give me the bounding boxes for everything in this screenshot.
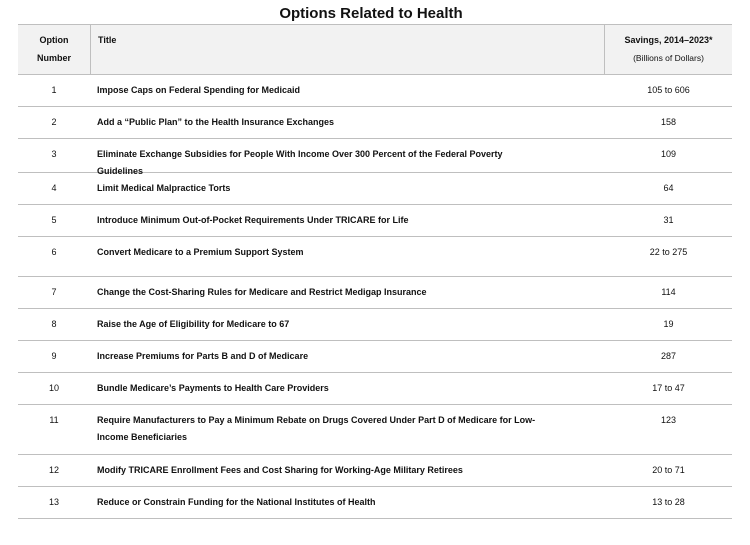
option-title-line: Income Beneficiaries — [97, 432, 188, 442]
option-number: 5 — [51, 215, 57, 225]
option-title — [90, 107, 605, 138]
header-savings — [605, 25, 732, 74]
page-title: Options Related to Health — [279, 5, 463, 22]
table-row — [18, 455, 732, 487]
option-title — [90, 173, 605, 204]
header-title-label: Title — [98, 35, 117, 45]
table-row — [18, 75, 732, 107]
option-savings: 19 — [663, 319, 674, 329]
option-number: 6 — [51, 247, 57, 257]
table-row — [18, 309, 732, 341]
option-title-line: Impose Caps on Federal Spending for Medicaid — [97, 85, 301, 95]
option-title — [90, 237, 605, 276]
option-number: 13 — [48, 497, 59, 507]
option-number: 8 — [51, 319, 57, 329]
option-number: 1 — [51, 85, 57, 95]
table-row — [18, 277, 732, 309]
option-title — [90, 373, 605, 404]
option-savings: 64 — [663, 183, 674, 193]
option-title-line: Introduce Minimum Out-of-Pocket Requirements Under TRICARE for Life — [97, 215, 409, 225]
header-option-label: Option — [39, 35, 69, 45]
option-title — [90, 455, 605, 486]
option-title-line: Increase Premiums for Parts B and D of Medicare — [97, 351, 309, 361]
option-number: 4 — [51, 183, 57, 193]
header-number-label: Number — [36, 53, 71, 63]
option-title-line: Bundle Medicare’s Payments to Health Care Providers — [97, 383, 329, 393]
option-savings: 13 to 28 — [652, 497, 685, 507]
options-table — [18, 24, 732, 519]
option-savings: 287 — [660, 351, 677, 361]
option-savings: 20 to 71 — [652, 465, 685, 475]
option-savings: 31 — [663, 215, 674, 225]
option-savings: 114 — [661, 287, 676, 297]
header-option-number — [18, 25, 90, 74]
option-title — [90, 277, 605, 308]
option-number: 2 — [51, 117, 57, 127]
header-savings-label: Savings, 2014–2023* — [624, 35, 713, 45]
table-row — [18, 139, 732, 176]
table-body — [18, 75, 732, 519]
table-row — [18, 373, 732, 405]
option-title — [90, 405, 605, 454]
table-row — [18, 205, 732, 237]
option-savings: 123 — [660, 415, 677, 425]
option-title — [90, 341, 605, 372]
header-savings-unit: (Billions of Dollars) — [633, 53, 704, 63]
option-number: 3 — [51, 149, 57, 159]
option-savings: 158 — [660, 117, 677, 127]
option-title-line: Change the Cost-Sharing Rules for Medicare and Restrict Medigap Insurance — [97, 287, 427, 297]
option-title-line: Reduce or Constrain Funding for the National Institutes of Health — [97, 497, 376, 507]
option-title-line: Limit Medical Malpractice Torts — [97, 183, 231, 193]
option-title-line: Require Manufacturers to Pay a Minimum Rebate on Drugs Covered Under Part D of Medicare for Low- — [97, 415, 536, 425]
option-title-line: Guidelines — [97, 166, 144, 176]
option-title — [90, 205, 605, 236]
option-number: 12 — [48, 465, 59, 475]
table-row — [18, 107, 732, 139]
option-number: 9 — [51, 351, 57, 361]
table-row — [18, 237, 732, 277]
table-row — [18, 173, 732, 205]
option-title-line: Raise the Age of Eligibility for Medicare to 67 — [97, 319, 290, 329]
table-row — [18, 405, 732, 455]
header-title — [90, 25, 605, 74]
option-title — [90, 487, 605, 518]
option-title — [90, 75, 605, 106]
option-title-line: Convert Medicare to a Premium Support System — [97, 247, 304, 257]
option-savings: 105 to 606 — [647, 85, 690, 95]
option-title-line: Add a “Public Plan” to the Health Insurance Exchanges — [97, 117, 335, 127]
option-title-line: Modify TRICARE Enrollment Fees and Cost Sharing for Working-Age Military Retirees — [97, 465, 463, 475]
option-savings: 109 — [660, 149, 677, 159]
option-title-line: Eliminate Exchange Subsidies for People With Income Over 300 Percent of the Federal Poverty — [97, 149, 503, 159]
option-title — [90, 139, 605, 176]
option-number: 7 — [51, 287, 57, 297]
option-savings: 17 to 47 — [652, 383, 685, 393]
option-number: 11 — [49, 415, 59, 425]
table-header — [18, 24, 732, 75]
option-savings: 22 to 275 — [649, 247, 688, 257]
table-row — [18, 341, 732, 373]
option-title — [90, 309, 605, 340]
table-row — [18, 487, 732, 519]
option-number: 10 — [48, 383, 59, 393]
